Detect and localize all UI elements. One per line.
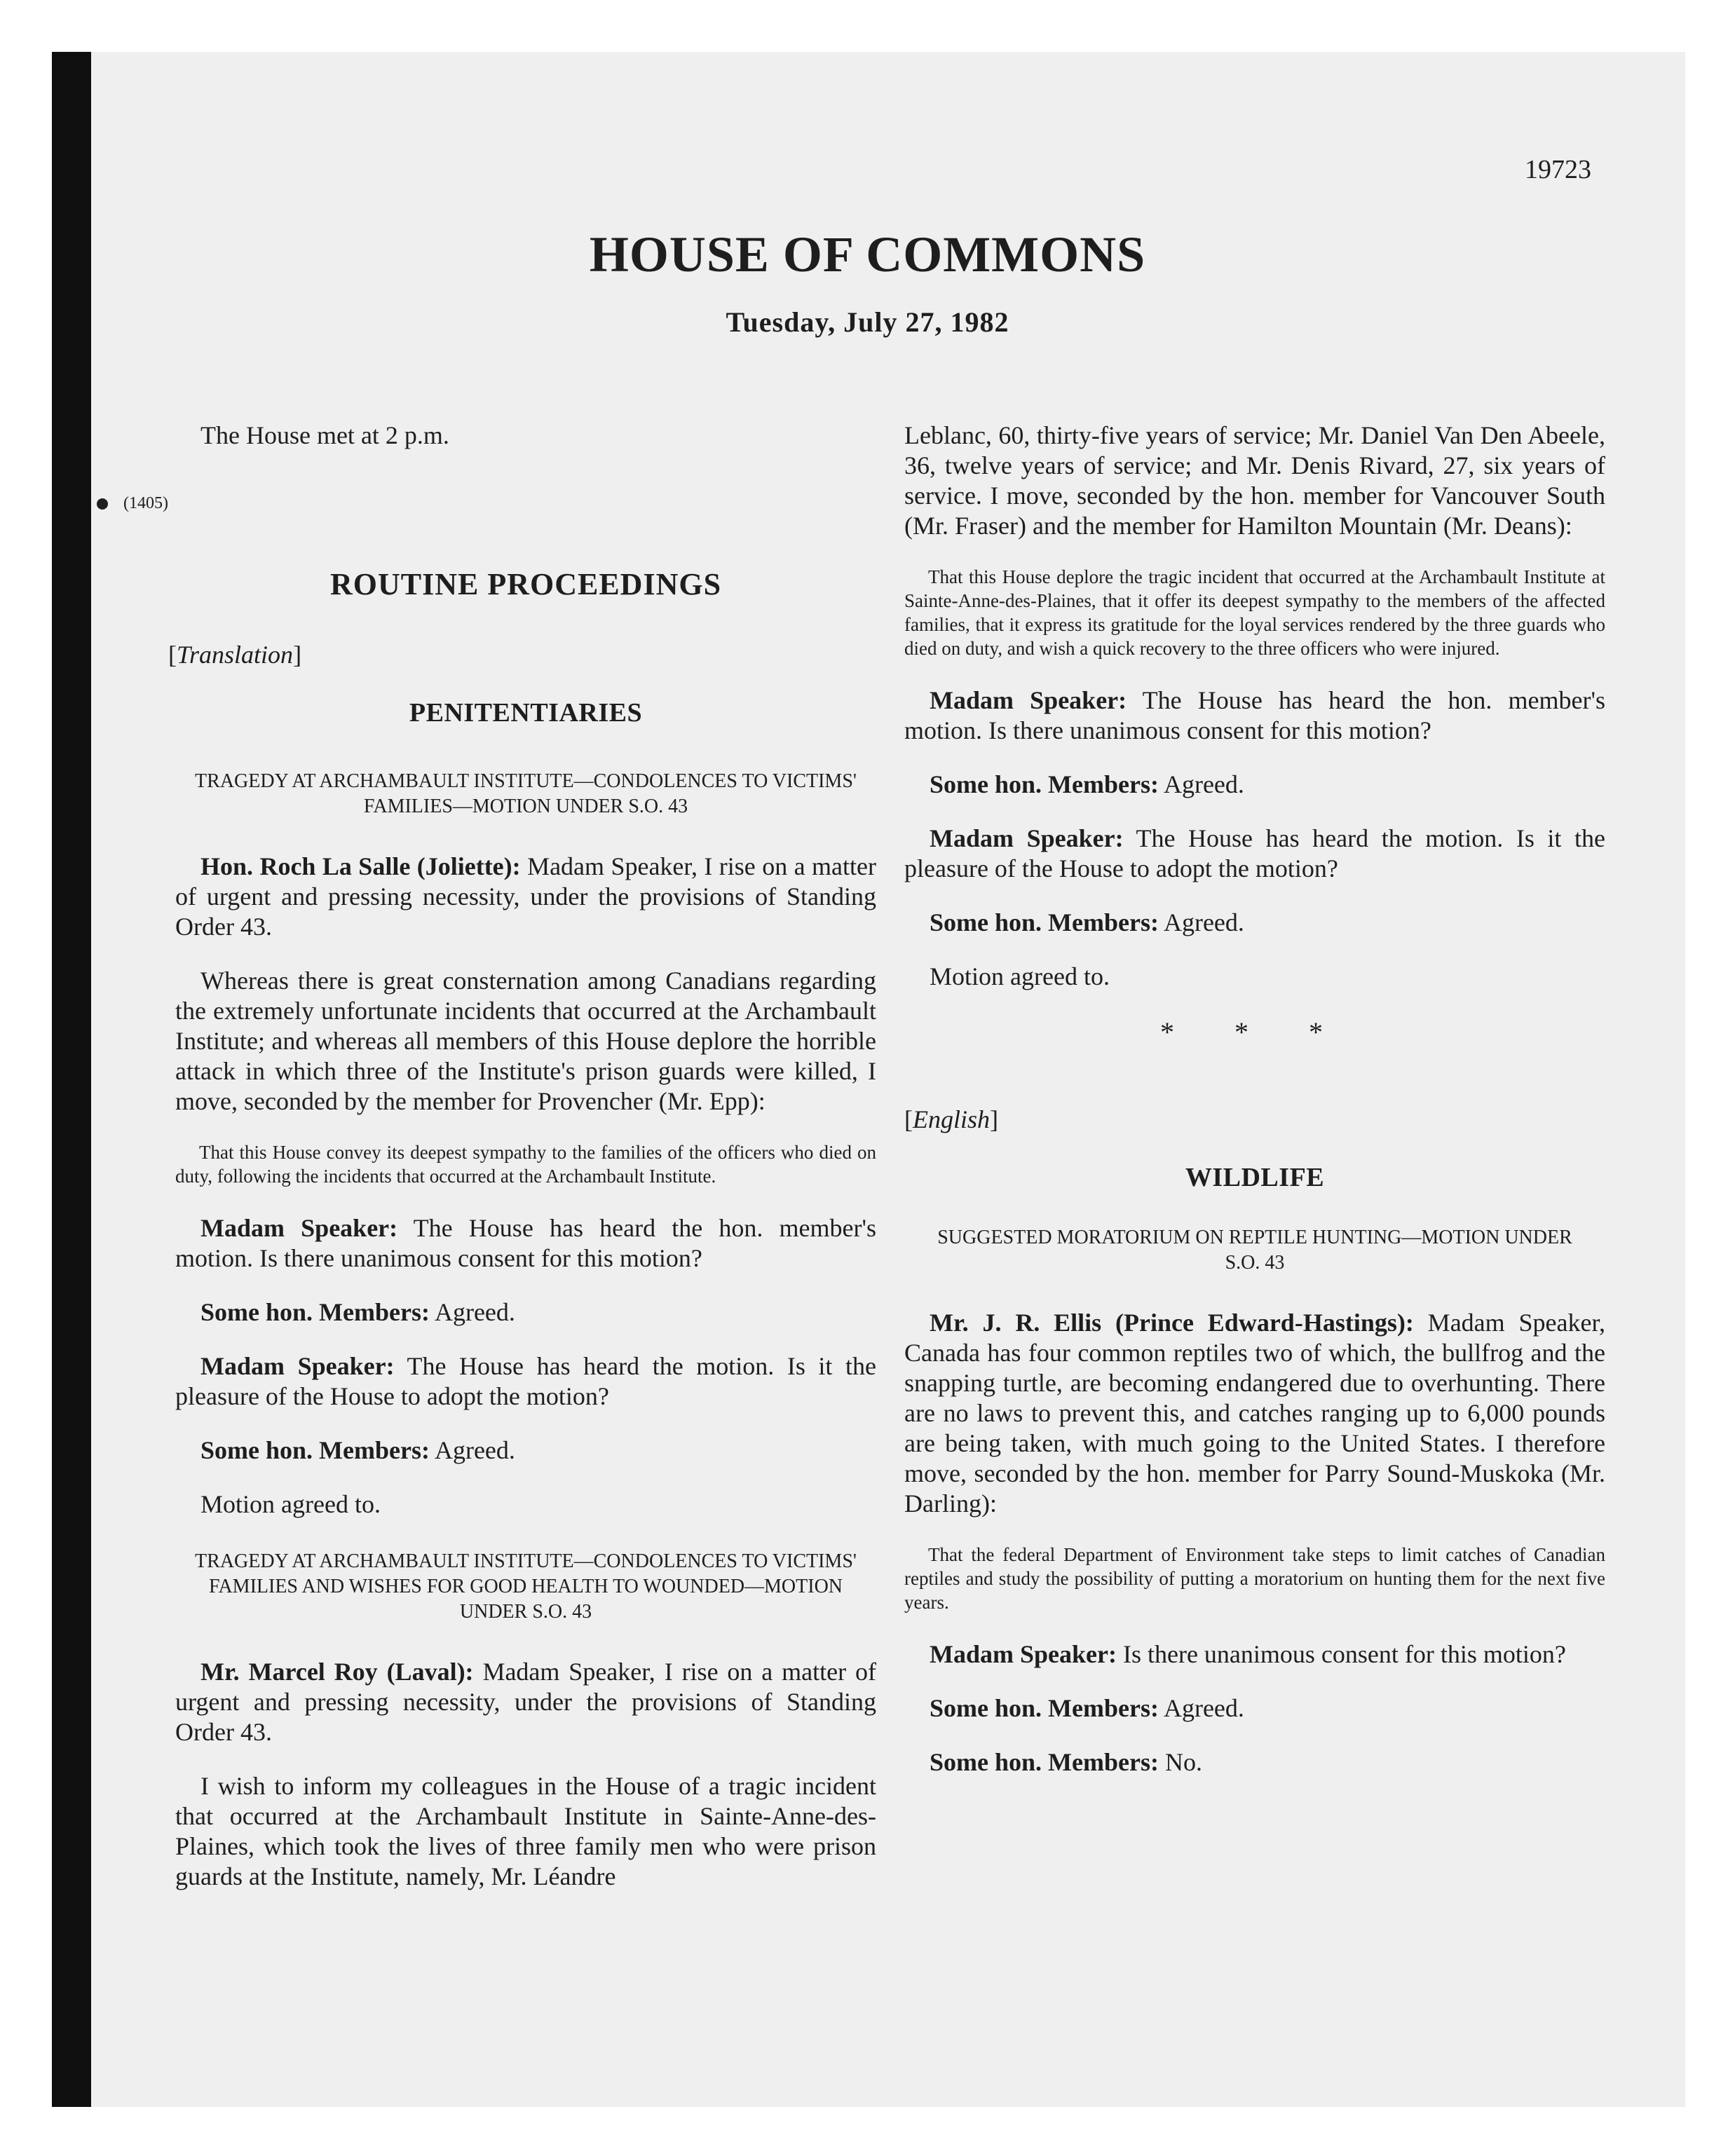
speaker-name: Madam Speaker: xyxy=(200,1214,398,1242)
section-heading: ROUTINE PROCEEDINGS xyxy=(329,567,722,601)
right-column xyxy=(904,421,1605,1801)
opening-text: The House met at 2 p.m. xyxy=(200,421,449,449)
speaker-name: Some hon. Members: xyxy=(200,1298,430,1326)
speech-text: The House has heard the hon. member's motion. Is there unanimous consent for this motion? xyxy=(175,1214,876,1272)
speech-paragraph xyxy=(904,770,1605,800)
speech-text: Madam Speaker, I rise on a matter of urgent and pressing necessity, under the provisions of Standing Order 43. xyxy=(175,1658,876,1746)
speech-paragraph xyxy=(175,1213,876,1274)
speech-paragraph xyxy=(175,966,876,1117)
speaker-name: Mr. Marcel Roy (Laval): xyxy=(200,1658,474,1686)
speech-paragraph xyxy=(904,1747,1605,1778)
speech-paragraph xyxy=(175,1351,876,1412)
speech-text: Leblanc, 60, thirty-five years of service; Mr. Daniel Van Den Abeele, 36, twelve years of service; and Mr. Denis Rivard, 27, six years of service. I move, seconded by the hon. member for Vancouver South (Mr. Fraser) and the member for Hamilton Mountain (Mr. Deans): xyxy=(904,421,1605,540)
speech-paragraph xyxy=(904,824,1605,884)
topic-heading: TRAGEDY AT ARCHAMBAULT INSTITUTE—CONDOLENCES TO VICTIMS' FAMILIES AND WISHES FOR GOOD HEALTH TO WOUNDED—MOTION UNDER S.O. 43 xyxy=(195,1550,857,1623)
speaker-name: Madam Speaker: xyxy=(200,1352,395,1380)
sitting-date: Tuesday, July 27, 1982 xyxy=(726,306,1009,338)
page-number: 19723 xyxy=(1525,155,1591,184)
speech-paragraph xyxy=(904,421,1605,541)
speaker-name: Hon. Roch La Salle (Joliette): xyxy=(200,852,521,880)
speech-paragraph xyxy=(904,1693,1605,1724)
speech-text: Madam Speaker, I rise on a matter of urgent and pressing necessity, under the provisions of Standing Order 43. xyxy=(175,852,876,941)
motion-result-text: Motion agreed to. xyxy=(200,1490,381,1518)
speech-text: The House has heard the hon. member's motion. Is there unanimous consent for this motion? xyxy=(904,686,1605,744)
speech-text: Agreed. xyxy=(1158,770,1244,798)
speaker-name: Mr. J. R. Ellis (Prince Edward-Hastings): xyxy=(930,1309,1414,1337)
speech-paragraph xyxy=(904,685,1605,746)
left-column xyxy=(123,421,876,1916)
speech-text: Agreed. xyxy=(1158,908,1244,936)
speech-text: The House has heard the motion. Is it the pleasure of the House to adopt the motion? xyxy=(175,1352,876,1410)
speaker-name: Madam Speaker: xyxy=(930,686,1127,714)
speech-paragraph xyxy=(175,852,876,942)
motion-result-text: Motion agreed to. xyxy=(930,962,1110,990)
language-note-text: Translation xyxy=(177,641,294,669)
section-separator: * * * xyxy=(1160,1016,1349,1048)
speech-text: Madam Speaker, Canada has four common reptiles two of which, the bullfrog and the snapping turtle, are becoming endangered due to overhunting. There are no laws to prevent this, and catches ranging up to 6,000 pounds are being taken, with much going to the United States. I therefore move, seconded by the hon. member for Parry Sound-Muskoka (Mr. Darling): xyxy=(904,1309,1605,1517)
motion-result xyxy=(904,962,1605,992)
speech-text: Agreed. xyxy=(429,1436,515,1464)
language-note-text: English xyxy=(913,1105,991,1133)
subject-heading: PENITENTIARIES xyxy=(409,698,643,728)
motion-text: That this House deplore the tragic incident that occurred at the Archambault Institute at Sainte-Anne-des-Plaines, that it offer its deepest sympathy to the members of the affected families, that it express its gratitude for the loyal services rendered by the three guards who died on duty, and wish a quick recovery to the three officers who were injured. xyxy=(904,566,1605,659)
topic-heading: TRAGEDY AT ARCHAMBAULT INSTITUTE—CONDOLENCES TO VICTIMS' FAMILIES—MOTION UNDER S.O. 43 xyxy=(195,770,857,817)
speech-paragraph xyxy=(175,1297,876,1328)
subject-heading: WILDLIFE xyxy=(1185,1163,1325,1192)
speaker-name: Some hon. Members: xyxy=(930,1694,1159,1722)
language-note: [English] xyxy=(904,1105,999,1133)
speech-paragraph xyxy=(904,908,1605,938)
speech-text: Agreed. xyxy=(429,1298,515,1326)
speech-paragraph xyxy=(904,1639,1605,1670)
speech-text: Whereas there is great consternation among Canadians regarding the extremely unfortunate incidents that occurred at the Archambault Institute; and whereas all members of this House deplore the horrible attack in which three of the Institute's prison guards were killed, I move, seconded by the member for Provencher (Mr. Epp): xyxy=(175,967,876,1115)
bullet-icon xyxy=(97,498,108,510)
speaker-name: Some hon. Members: xyxy=(930,908,1159,936)
speech-text: The House has heard the motion. Is it the pleasure of the House to adopt the motion? xyxy=(904,824,1605,882)
speech-paragraph xyxy=(904,1308,1605,1519)
speech-text: Is there unanimous consent for this motion? xyxy=(1116,1640,1566,1668)
language-note: [Translation] xyxy=(168,641,302,669)
speech-paragraph xyxy=(175,1657,876,1747)
speaker-name: Some hon. Members: xyxy=(200,1436,430,1464)
speech-text: No. xyxy=(1158,1748,1202,1776)
time-mark-text: (1405) xyxy=(123,494,168,512)
speaker-name: Some hon. Members: xyxy=(930,1748,1159,1776)
speaker-name: Madam Speaker: xyxy=(930,1640,1117,1668)
page-title: HOUSE OF COMMONS xyxy=(589,226,1146,282)
speech-paragraph xyxy=(175,1435,876,1466)
speaker-name: Some hon. Members: xyxy=(930,770,1159,798)
speech-text: Agreed. xyxy=(1158,1694,1244,1722)
speaker-name: Madam Speaker: xyxy=(930,824,1124,852)
time-mark xyxy=(97,494,876,513)
motion-result xyxy=(175,1489,876,1520)
opening-line xyxy=(175,421,876,451)
scan-edge-shadow xyxy=(52,52,91,2107)
speech-text: I wish to inform my colleagues in the House of a tragic incident that occurred at the Archambault Institute in Sainte-Anne-des-Plaines, which took the lives of three family men who were prison guards at the Institute, namely, Mr. Léandre xyxy=(175,1772,876,1890)
motion-text: That the federal Department of Environment take steps to limit catches of Canadian reptiles and study the possibility of putting a moratorium on hunting them for the next five years. xyxy=(904,1544,1605,1613)
motion-text: That this House convey its deepest sympathy to the families of the officers who died on duty, following the incidents that occurred at the Archambault Institute. xyxy=(175,1142,876,1187)
speech-paragraph xyxy=(175,1771,876,1892)
topic-heading: SUGGESTED MORATORIUM ON REPTILE HUNTING—MOTION UNDER S.O. 43 xyxy=(937,1227,1572,1274)
